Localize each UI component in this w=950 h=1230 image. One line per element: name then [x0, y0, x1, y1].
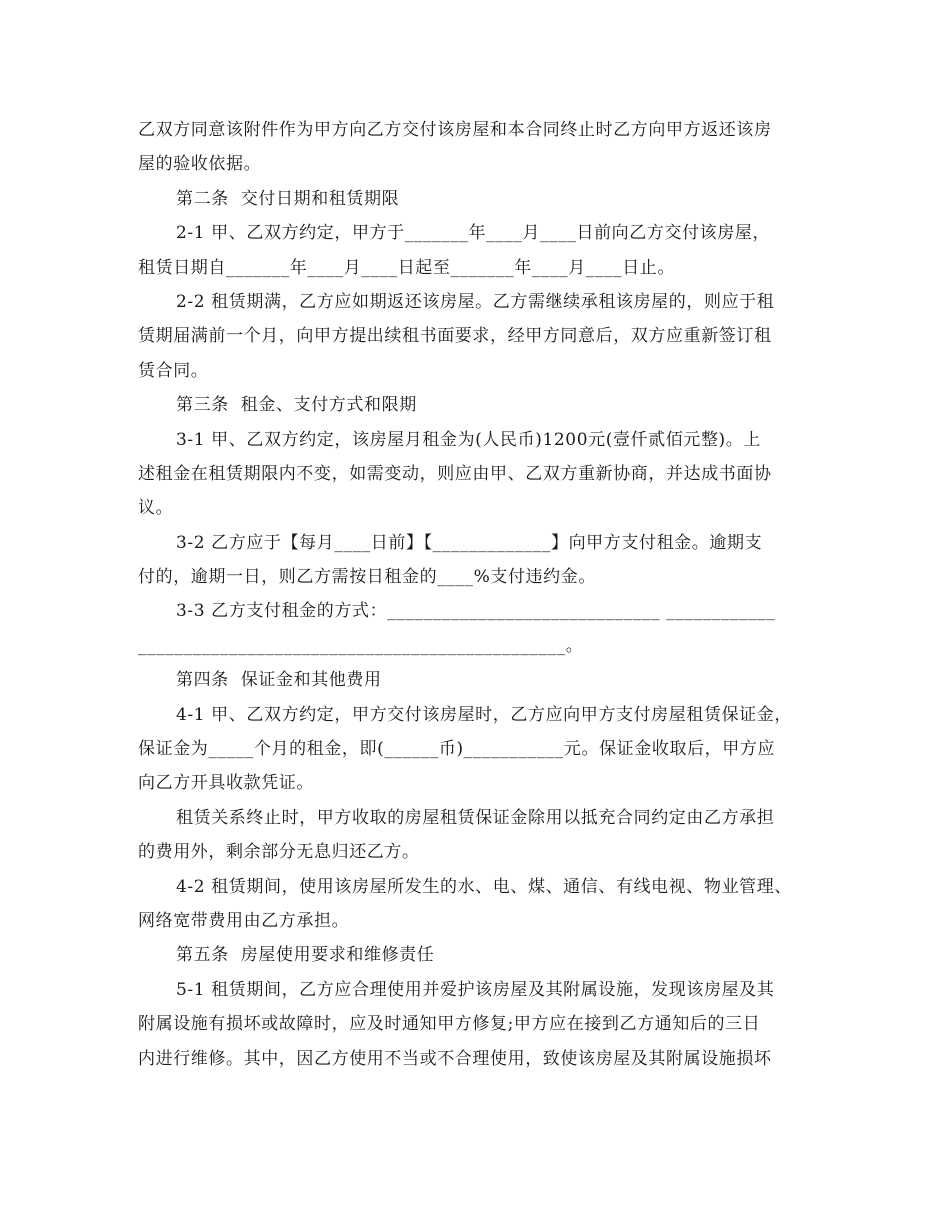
text-line: 租赁日期自_______年____月____日起至_______年____月____日止。	[138, 257, 675, 278]
text-line: 内进行维修。其中，因乙方使用不当或不合理使用，致使该房屋及其附属设施损坏	[138, 1048, 772, 1069]
section-heading: 第二条 交付日期和租赁期限	[176, 188, 400, 209]
text-line: _______________________________________________。	[138, 635, 584, 656]
section-heading: 第三条 租金、支付方式和限期	[176, 395, 417, 416]
text-line: 5-1 租赁期间，乙方应合理使用并爱护该房屋及其附属设施，发现该房屋及其	[176, 979, 775, 1000]
text-line: 保证金为_____个月的租金，即(______币)___________元。保证金收取后，甲方应	[138, 739, 776, 760]
text-line: 4-2 租赁期间，使用该房屋所发生的水、电、煤、通信、有线电视、物业管理、	[176, 876, 792, 897]
text-line: 乙双方同意该附件作为甲方向乙方交付该房屋和本合同终止时乙方向甲方返还该房	[138, 120, 772, 140]
text-line: 网络宽带费用由乙方承担。	[138, 910, 350, 931]
text-line: 屋的验收依据。	[138, 154, 262, 175]
text-line: 附属设施有损坏或故障时，应及时通知甲方修复;甲方应在接到乙方通知后的三日	[138, 1014, 761, 1035]
text-line: 2-1 甲、乙双方约定，甲方于_______年____月____日前向乙方交付该房屋，	[176, 223, 771, 244]
text-line: 赁期届满前一个月，向甲方提出续租书面要求，经甲方同意后，双方应重新签订租	[138, 326, 772, 347]
text-line: 赁合同。	[138, 360, 209, 381]
text-line: 3-2 乙方应于【每月____日前】【_____________】向甲方支付租金。逾期支	[176, 532, 763, 553]
text-line: 3-3 乙方支付租金的方式：______________________________ ____________	[176, 601, 776, 622]
text-line: 2-2 租赁期满，乙方应如期返还该房屋。乙方需继续承租该房屋的，则应于租	[176, 291, 775, 312]
text-line: 租赁关系终止时，甲方收取的房屋租赁保证金除用以抵充合同约定由乙方承担	[176, 807, 775, 828]
text-line: 述租金在租赁期限内不变，如需变动，则应由甲、乙双方重新协商，并达成书面协	[138, 463, 772, 484]
section-heading: 第五条 房屋使用要求和维修责任	[176, 945, 435, 966]
text-line: 3-1 甲、乙双方约定，该房屋月租金为(人民币)1200元(壹仟贰佰元整)。上	[176, 429, 761, 450]
section-heading: 第四条 保证金和其他费用	[176, 670, 382, 691]
text-line: 向乙方开具收款凭证。	[138, 773, 314, 794]
text-line: 的费用外，剩余部分无息归还乙方。	[138, 842, 420, 863]
text-line: 议。	[138, 498, 174, 519]
text-line: 4-1 甲、乙双方约定，甲方交付该房屋时，乙方应向甲方支付房屋租赁保证金，	[176, 704, 792, 725]
text-line: 付的，逾期一日，则乙方需按日租金的____%支付违约金。	[138, 567, 596, 588]
contract-body	[138, 113, 828, 1076]
